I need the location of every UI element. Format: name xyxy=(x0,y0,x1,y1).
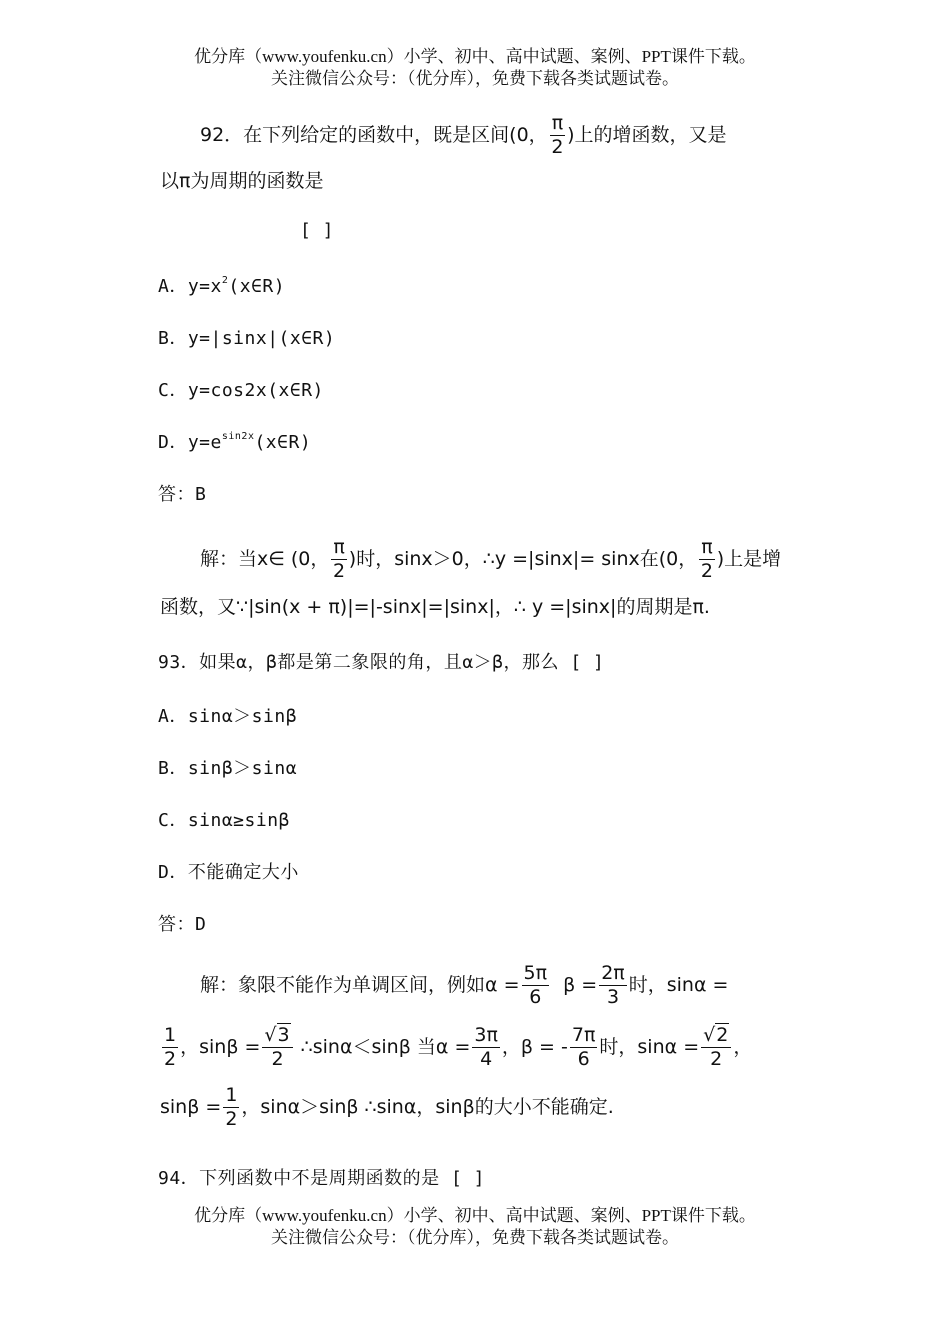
q92-stem-line-2: 以π为周期的函数是 xyxy=(160,170,324,192)
frac-numerator: 1 xyxy=(164,1024,177,1046)
frac-numerator: π xyxy=(701,536,713,558)
frac-denominator: 2 xyxy=(700,560,714,582)
q93-sol2-e: ， xyxy=(733,1036,753,1058)
header-line-2: 关注微信公众号：（优分库），免费下载各类试题试卷。 xyxy=(271,69,679,88)
q93-frac-3pi-4 xyxy=(472,1026,500,1069)
q93-frac-1-2 xyxy=(162,1026,178,1069)
frac-numerator: π xyxy=(333,536,345,558)
frac-denominator: 2 xyxy=(333,560,346,582)
q94-stem: 94．下列函数中不是周期函数的是 [ ] xyxy=(158,1168,486,1189)
q92-answer-bracket: [ ] xyxy=(300,220,335,241)
frac-denominator: 6 xyxy=(577,1048,590,1070)
q92-option-a-post: (x∈R) xyxy=(228,276,286,297)
q93-solution-line-3 xyxy=(160,1086,614,1129)
q93-sol1-a: 解：象限不能作为单调区间，例如α = xyxy=(200,974,520,996)
frac-numerator: π xyxy=(551,112,564,134)
frac-numerator: √3 xyxy=(262,1026,292,1048)
q92-sol-a: 解：当x∈ (0， xyxy=(200,548,330,570)
frac-denominator: 2 xyxy=(710,1048,723,1070)
q92-option-b: B．y=|sinx|(x∈R) xyxy=(158,328,336,349)
q93-option-d: D．不能确定大小 xyxy=(158,862,299,883)
q92-option-a-pre: A．y=x xyxy=(158,276,222,297)
q93-option-c: C．sinα≥sinβ xyxy=(158,810,290,831)
q93-frac-1-2-b xyxy=(223,1086,239,1129)
q93-sol2-a: ，sinβ = xyxy=(180,1036,261,1058)
q93-solution-line-2 xyxy=(160,1026,752,1069)
frac-denominator: 2 xyxy=(164,1048,177,1070)
q92-stem-b: )上的增函数，又是 xyxy=(567,124,727,146)
frac-denominator: 2 xyxy=(271,1048,284,1070)
q92-option-c: C．y=cos2x(x∈R) xyxy=(158,380,324,401)
q92-option-d-pre: D．y=e xyxy=(158,432,222,453)
q92-option-d-sup: sin2x xyxy=(221,431,255,442)
q93-answer: 答：D xyxy=(158,914,207,935)
q92-sol-frac-2 xyxy=(699,538,714,581)
frac-numerator: 7π xyxy=(571,1024,596,1046)
footer-line-2: 关注微信公众号：（优分库），免费下载各类试题试卷。 xyxy=(271,1228,679,1247)
q93-option-a: A．sinα＞sinβ xyxy=(158,706,298,727)
q93-sol1-c: 时，sinα = xyxy=(628,974,729,996)
q92-option-d xyxy=(158,428,311,454)
footer-line-1: 优分库（www.youfenku.cn）小学、初中、高中试题、案例、PPT课件下载。 xyxy=(194,1206,756,1225)
frac-numerator: 5π xyxy=(523,962,548,984)
q93-sol3-a: sinβ = xyxy=(160,1096,222,1118)
q93-sol3-b: ，sinα＞sinβ ∴sinα，sinβ的大小不能确定. xyxy=(241,1096,614,1118)
q92-solution-line-1 xyxy=(200,538,781,581)
q93-frac-sqrt2-2 xyxy=(701,1026,731,1069)
frac-numerator: √2 xyxy=(701,1026,731,1048)
q93-sol2-d: 时，sinα = xyxy=(599,1036,700,1058)
q93-frac-2pi-3 xyxy=(599,964,627,1007)
frac-numerator: 2π xyxy=(601,962,625,984)
q93-sol1-b: β = xyxy=(563,974,598,996)
q93-solution-line-1 xyxy=(200,964,728,1007)
frac-denominator: 2 xyxy=(225,1108,238,1130)
q92-pi-over-2 xyxy=(550,114,565,157)
frac-denominator: 2 xyxy=(551,136,564,158)
q93-frac-sqrt3-2 xyxy=(262,1026,292,1069)
q92-option-d-post: (x∈R) xyxy=(254,432,312,453)
q92-option-a xyxy=(158,272,285,298)
q92-stem-a: 92．在下列给定的函数中，既是区间(0， xyxy=(200,124,548,146)
q92-sol-frac-1 xyxy=(331,538,346,581)
q93-frac-7pi-6 xyxy=(570,1026,598,1069)
sqrt-radicand: 2 xyxy=(716,1024,729,1046)
q92-option-a-sup: 2 xyxy=(221,275,229,286)
q92-solution-line-2: 函数，又∵|sin(x + π)|=|-sinx|=|sinx|，∴ y =|sinx|的周期是π. xyxy=(160,596,710,618)
q93-option-b: B．sinβ＞sinα xyxy=(158,758,298,779)
q93-sol2-b: ∴sinα＜sinβ 当α = xyxy=(300,1036,471,1058)
frac-numerator: 3π xyxy=(474,1024,498,1046)
q93-frac-5pi-6 xyxy=(522,964,550,1007)
q92-stem xyxy=(200,114,727,157)
q92-sol-c: )上是增 xyxy=(716,548,782,570)
sqrt-radicand: 3 xyxy=(277,1024,290,1046)
header-line-1: 优分库（www.youfenku.cn）小学、初中、高中试题、案例、PPT课件下载。 xyxy=(194,47,756,66)
q93-stem: 93．如果α，β都是第二象限的角，且α＞β，那么 [ ] xyxy=(158,652,605,673)
frac-denominator: 4 xyxy=(480,1048,493,1070)
frac-numerator: 1 xyxy=(225,1084,238,1106)
frac-denominator: 6 xyxy=(529,986,542,1008)
q93-sol2-c: ，β = - xyxy=(501,1036,568,1058)
q92-answer: 答：B xyxy=(158,484,207,505)
frac-denominator: 3 xyxy=(606,986,620,1008)
q92-sol-b: )时，sinx＞0，∴y =|sinx|= sinx在(0， xyxy=(348,548,698,570)
